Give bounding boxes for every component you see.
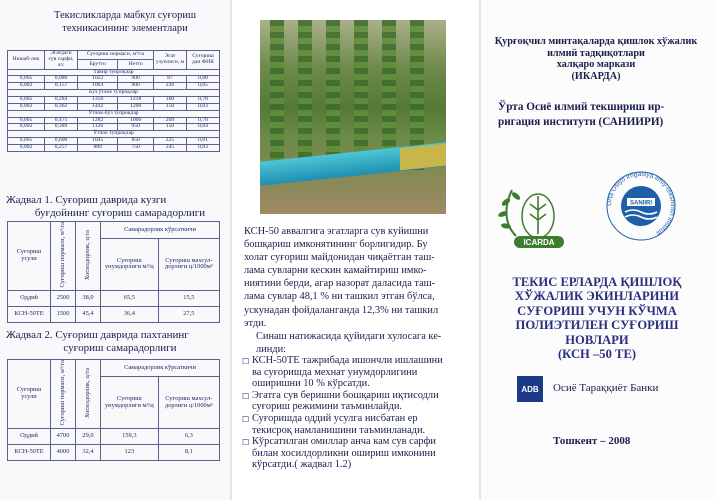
org-line: илмий тадқиқотлари: [547, 47, 645, 59]
org-line: Ўрта Осиё илмий текшириш ир-: [498, 101, 665, 113]
header-netto: Нетто: [118, 60, 154, 69]
paragraph-line: КСН-50 аввалгига эгатларга сув куйишни: [244, 226, 429, 237]
t1-col-eff: Самарадорлик кўрсаткичи: [101, 222, 220, 239]
table-cell: 245: [154, 145, 187, 152]
t2-col-water: Суғориш унумдорлиги м³/ц: [101, 377, 159, 429]
table-cell: 2500: [51, 291, 76, 307]
header-efficiency: Суғориш дан ФИК: [187, 51, 220, 70]
table-cell: 36,4: [101, 307, 159, 323]
table-cell: 38,0: [76, 291, 101, 307]
table-row: [8, 307, 220, 323]
table-group-label: Ўтлок-бўз тупроқлар: [8, 110, 220, 117]
org-line: ригация институти (САНИИРИ): [498, 116, 664, 128]
table-row: [8, 291, 220, 307]
header-flow: Эгатдаги сув сарфи, л/с: [45, 51, 78, 70]
header-slope: Нишаб-лик: [8, 51, 45, 70]
wheat-efficiency-table: [7, 221, 220, 323]
conclusions-list: [250, 355, 472, 471]
saniiri-org-name: [490, 100, 706, 130]
table-row: [8, 117, 220, 124]
title-line: ПОЛИЭТИЛЕН СУҒОРИШ: [515, 318, 679, 333]
table-cell: 209: [154, 117, 187, 124]
table-cell: 0,284: [45, 97, 78, 104]
table-cell: 0,157: [45, 83, 78, 90]
table-cell: 0,85: [187, 83, 220, 90]
table-cell: 0,005: [8, 76, 45, 83]
city-year: Тошкент – 2008: [553, 435, 631, 447]
table-cell: 0,78: [187, 97, 220, 104]
table-cell: 0,002: [8, 145, 45, 152]
field-photo: [260, 20, 446, 214]
table-cell: 1000: [118, 117, 154, 124]
table-row: [8, 138, 220, 145]
table-cell: 0,005: [8, 138, 45, 145]
t1-col-norm: Суғориш нормаси, м³/га: [58, 222, 66, 288]
conclusion-line: ☐ КСН-50ТЕ тажрибада ишончли ишлашини: [252, 355, 472, 367]
paragraph-line: Синаш натижасида қуйидаги хулосага ке-: [256, 331, 442, 342]
table-row: [8, 145, 220, 152]
conclusion-line: ва суғоришда мехнат унумдорлигини: [252, 366, 418, 378]
table-cell: 1500: [51, 307, 76, 323]
irrigation-elements-body: [8, 69, 220, 151]
icarda-logo: [494, 178, 574, 252]
bank-name: Осиё Тараққиёт Банки: [553, 382, 659, 394]
icarda-logo-text: ICARDA: [523, 238, 555, 247]
table-cell: 1218: [118, 97, 154, 104]
table-cell: 0,362: [45, 103, 78, 110]
t2-col-eff: Самарадорлик кўрсаткичи: [101, 360, 220, 377]
table-cell: 1350: [78, 97, 118, 104]
table-cell: 0,002: [8, 103, 45, 110]
paragraph-line: лама сувларни кескин камайтириш имко-: [244, 265, 427, 277]
title-line: ТЕКИС ЕРЛАРДА ҚИШЛОҚ: [512, 275, 682, 289]
conclusion-line: текисроқ намланишини таъминланади.: [252, 424, 426, 436]
table-cell: 0,84: [187, 124, 220, 131]
table-row: [8, 445, 220, 461]
org-line: (ИКАРДА): [571, 70, 621, 82]
table-cell: 750: [118, 145, 154, 152]
table-cell: 900: [118, 76, 154, 83]
paragraph-line: этди.: [244, 317, 267, 329]
table-cell: 0,83: [187, 103, 220, 110]
table-cell: 0,389: [45, 124, 78, 131]
conclusion-line: ☐ Суғоришда оддий усулга нисбатан ер: [252, 413, 472, 425]
table-cell: 1442: [78, 103, 118, 110]
header-norm: Суғориш нормаси, м³/га: [78, 51, 154, 60]
table-cell: 226: [154, 83, 187, 90]
table-cell: 850: [118, 138, 154, 145]
t1-col-yield-per: Суғориш махсул-дорлиги ц/1000м³: [158, 238, 219, 290]
table-cell: КСН-50ТЕ: [8, 445, 51, 461]
table-cell: 15,5: [158, 291, 219, 307]
table-group-label: Тавир тупроқлар: [8, 69, 220, 76]
fold-line-2: [479, 0, 481, 500]
header-length: Эгат узунлиги, м: [154, 51, 187, 70]
table2-title-line1: Жадвал 2. Суғориш даврида пахтанинг: [6, 329, 189, 341]
header-brutto: Брутто: [78, 60, 118, 69]
table-cell: 150: [154, 103, 187, 110]
title-line: НОВЛАРИ: [565, 332, 629, 347]
t2-col-yield-per: Суғориш махсул-дорлиги ц/1000м³: [158, 377, 219, 429]
table-cell: 0,080: [45, 76, 78, 83]
table-cell: 123: [101, 445, 159, 461]
table-cell: 950: [118, 124, 154, 131]
table-cell: 8,1: [158, 445, 219, 461]
table-cell: 65,5: [101, 291, 159, 307]
saniiri-logo-text: SANIIRI: [629, 200, 653, 207]
t2-col-method: Суғориш усули: [8, 360, 51, 429]
table-cell: Оддий: [8, 291, 51, 307]
conclusion-item: [250, 436, 472, 471]
table2-title-line2: суғориш самарадорлиги: [63, 342, 177, 354]
table-cell: 100: [154, 97, 187, 104]
title-line: СУҒОРИШ УЧУН КЎЧМА: [517, 303, 677, 318]
fold-line-1: [230, 0, 232, 500]
top-table-title-line1: Текисликларда мабкул суғориш: [53, 10, 197, 21]
adb-logo: ADB: [517, 376, 543, 402]
title-line: ХЎЖАЛИК ЭКИНЛАРИНИ: [514, 289, 680, 304]
table1-title-line1: Жадвал 1. Суғориш даврида кузги: [6, 194, 167, 206]
conclusion-line: билан хосилдорликни ошириш имконини: [252, 447, 436, 459]
conclusion-line: кўрсатди.( жадвал 1.2): [252, 459, 352, 471]
conclusion-line: суғориш режимини таъминлайди.: [252, 401, 403, 413]
table-cell: 0,81: [187, 138, 220, 145]
table-cell: 159,3: [101, 429, 159, 445]
table-cell: 27,5: [158, 307, 219, 323]
paragraph-line: линди:: [256, 344, 287, 356]
table-cell: 0,78: [187, 117, 220, 124]
table-cell: 225: [154, 138, 187, 145]
paragraph-line: холат суғориш майдонидан чиқаётган таш-: [244, 252, 435, 264]
saniiri-ring-text: Orta Osiyo irrigasiya ilmiy-tekshirish instituti: [605, 170, 677, 237]
irrigation-elements-table: [7, 50, 220, 152]
table-cell: 0,471: [45, 117, 78, 124]
table-row: [8, 76, 220, 83]
table-cell: 1064: [78, 83, 118, 90]
title-line: (КСН –50 ТЕ): [557, 347, 637, 362]
table-cell: 6,3: [158, 429, 219, 445]
paragraph-line: ускунадан фойдаланганда 12,3% ни ташкил: [244, 304, 439, 316]
table-cell: 0,005: [8, 117, 45, 124]
table-cell: 1200: [118, 103, 154, 110]
table-cell: 87: [154, 76, 187, 83]
table-cell: 29,0: [76, 429, 101, 445]
table-group-label: Ўтлок тупроқлар: [8, 131, 220, 138]
t2-col-norm: Суғориш нормаси, м³/га: [58, 360, 66, 426]
conclusion-line: ☐ Эгатга сув беришни бошқариш иқтисодли: [252, 390, 472, 402]
paragraph-line: лама сувлар 48,1 % ни ташкил этган бўлса,: [244, 291, 435, 303]
table-group-label: Бўз ўтлок тупроқлар: [8, 90, 220, 97]
table-cell: 4700: [51, 429, 76, 445]
conclusion-line: оширишни 10 % кўрсатди.: [252, 378, 370, 390]
table1-title-line2: буғдойнинг суғориш самарадорлиги: [34, 207, 206, 219]
table-cell: 0,005: [8, 97, 45, 104]
table-cell: 900: [118, 83, 154, 90]
paragraph-1: [244, 225, 472, 330]
table-cell: 45,4: [76, 307, 101, 323]
t1-col-method: Суғориш усули: [8, 222, 51, 291]
table-cell: 0,83: [187, 145, 220, 152]
conclusion-item: [250, 390, 472, 413]
cotton-efficiency-table: [7, 359, 220, 461]
table-cell: 889: [78, 145, 118, 152]
top-table-title-line2: техникасининг элементлари: [62, 23, 188, 34]
table-cell: 0,600: [45, 138, 78, 145]
table-cell: 1022: [78, 76, 118, 83]
table-cell: Оддий: [8, 429, 51, 445]
table-cell: 32,4: [76, 445, 101, 461]
table-row: [8, 97, 220, 104]
main-title: [484, 275, 710, 361]
table-row: [8, 429, 220, 445]
conclusion-item: [250, 355, 472, 390]
saniiri-logo: [605, 170, 677, 242]
org-line: Қурғоқчил минтақаларда қишлок хўжалик: [494, 36, 698, 47]
table-cell: 0,88: [187, 76, 220, 83]
table-cell: 0,002: [8, 83, 45, 90]
icarda-org-name: [486, 36, 706, 82]
t1-col-water: Суғориш унумдорлиги м³/ц: [101, 238, 159, 290]
table-cell: КСН-50ТЕ: [8, 307, 51, 323]
paragraph-line: бошқариш имконятининг борлигидир. Бу: [244, 239, 428, 251]
t2-col-yield: Хосилдорлик, ц/га: [83, 367, 91, 418]
t1-col-yield: Хосилдорлик, ц/га: [83, 229, 91, 280]
conclusion-line: ☐ Кўрсатилган омиллар анча кам сув сарфи: [252, 436, 472, 448]
paragraph-2: [256, 330, 472, 356]
table-cell: 1126: [78, 124, 118, 131]
paragraph-line: ниятини берди, агар назорат даласида таш-: [244, 278, 436, 290]
org-line: халқаро маркази: [556, 59, 636, 70]
table-cell: 4000: [51, 445, 76, 461]
table-cell: 0,257: [45, 145, 78, 152]
table-cell: 1282: [78, 117, 118, 124]
conclusion-item: [250, 413, 472, 436]
cotton-efficiency-body: [8, 429, 220, 461]
table-cell: 0,002: [8, 124, 45, 131]
table-cell: 150: [154, 124, 187, 131]
wheat-efficiency-body: [8, 291, 220, 323]
table-cell: 1045: [78, 138, 118, 145]
